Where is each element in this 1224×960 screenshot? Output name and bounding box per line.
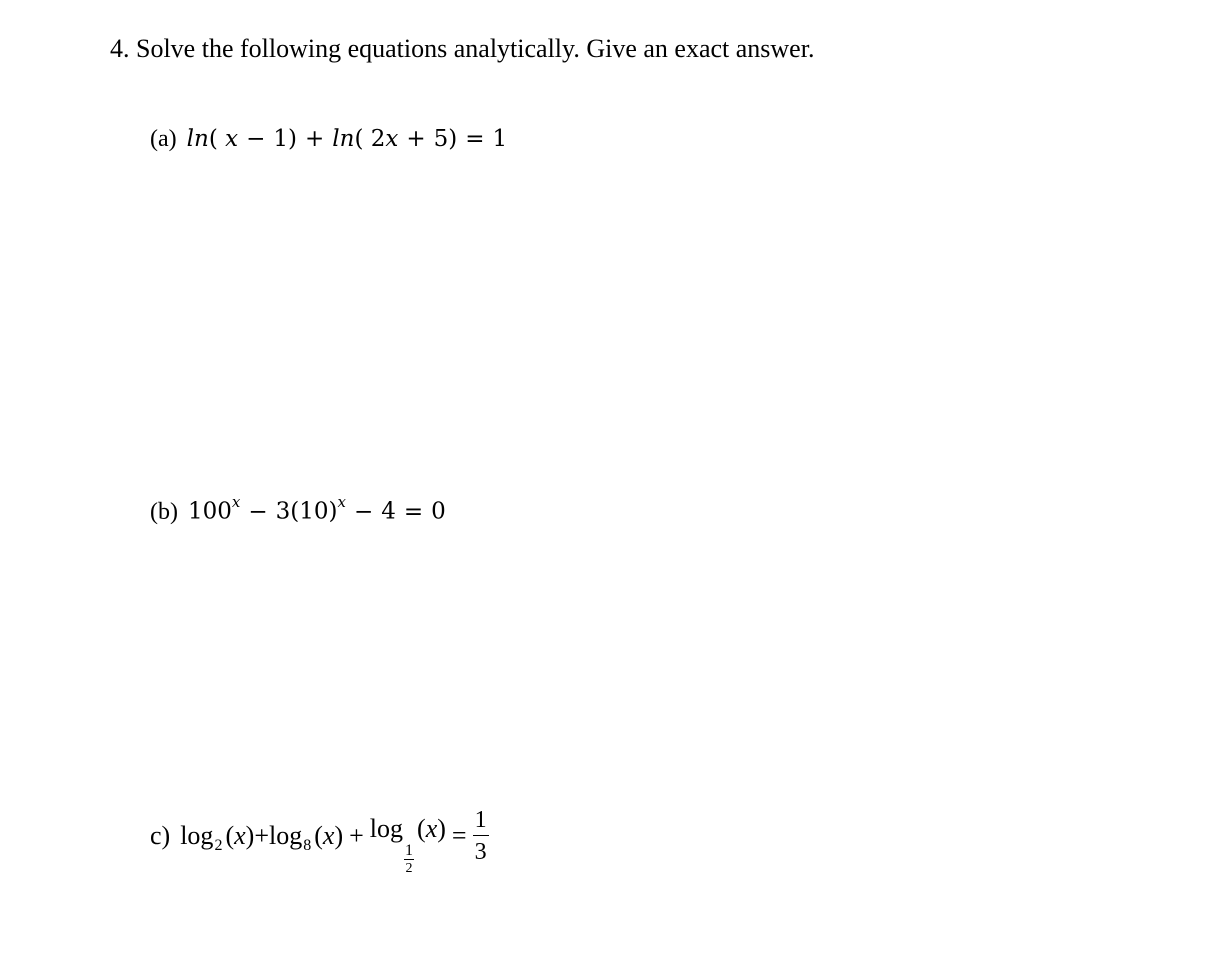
variable-x-1: x	[225, 126, 239, 152]
exponent-x-1: x	[231, 493, 241, 511]
open-paren-2: (	[354, 126, 364, 152]
log-base-8: 8	[303, 837, 312, 854]
minus-sign-1: −	[248, 498, 268, 525]
log-arg-1: (x)	[225, 821, 255, 850]
plus-sign-2: +	[349, 821, 364, 850]
constant-1: 1)	[273, 126, 297, 152]
rhs-numerator: 1	[473, 808, 489, 836]
equation-a	[150, 126, 507, 153]
log-word: log	[180, 821, 214, 850]
exponent-x-2: x	[337, 493, 346, 511]
part-c-label: c)	[150, 821, 171, 850]
log-base-2: 2	[214, 837, 223, 854]
log-base-one-half	[404, 843, 414, 876]
log-arg-3: (x)	[417, 814, 446, 843]
equation-c	[150, 807, 489, 876]
log-term-3	[369, 814, 446, 876]
log-word: log	[369, 814, 404, 843]
constant-4: 4	[381, 498, 396, 525]
ln-term-1: ln	[186, 126, 209, 152]
plus-sign-1: +	[254, 821, 269, 850]
question-title: 4. Solve the following equations analytically. Give an exact answer.	[110, 34, 815, 63]
log-word: log	[269, 821, 303, 850]
equals-sign: =	[451, 821, 467, 850]
base-100: 100	[187, 498, 232, 525]
rhs-denominator: 3	[474, 839, 487, 865]
plus-sign-2: +	[406, 126, 426, 152]
base-numerator: 1	[405, 842, 414, 859]
equals-sign: =	[403, 498, 424, 525]
equation-a-body	[187, 126, 508, 152]
plus-sign: +	[304, 126, 325, 152]
coefficient-2: 2	[370, 126, 386, 152]
rhs-value: 1	[492, 126, 508, 152]
equals-sign: =	[465, 126, 485, 152]
part-a-label: (a)	[150, 126, 177, 152]
part-b-label: (b)	[150, 498, 178, 525]
ln-term-2: ln	[332, 126, 355, 152]
minus-sign: −	[246, 126, 266, 152]
constant-5: 5)	[433, 126, 458, 152]
term-3-10: 3(10)	[275, 498, 338, 525]
variable-x-2: x	[385, 126, 399, 152]
minus-sign-2: −	[353, 498, 374, 525]
log-arg-2: (x)	[314, 821, 344, 850]
base-denominator: 2	[405, 861, 413, 876]
equation-b-body	[187, 493, 446, 525]
rhs-fraction	[473, 808, 489, 864]
open-paren-1: (	[208, 126, 218, 152]
rhs-value: 0	[431, 498, 446, 525]
log-term-2	[269, 821, 344, 854]
equation-b	[150, 493, 446, 526]
log-term-1	[180, 821, 255, 854]
